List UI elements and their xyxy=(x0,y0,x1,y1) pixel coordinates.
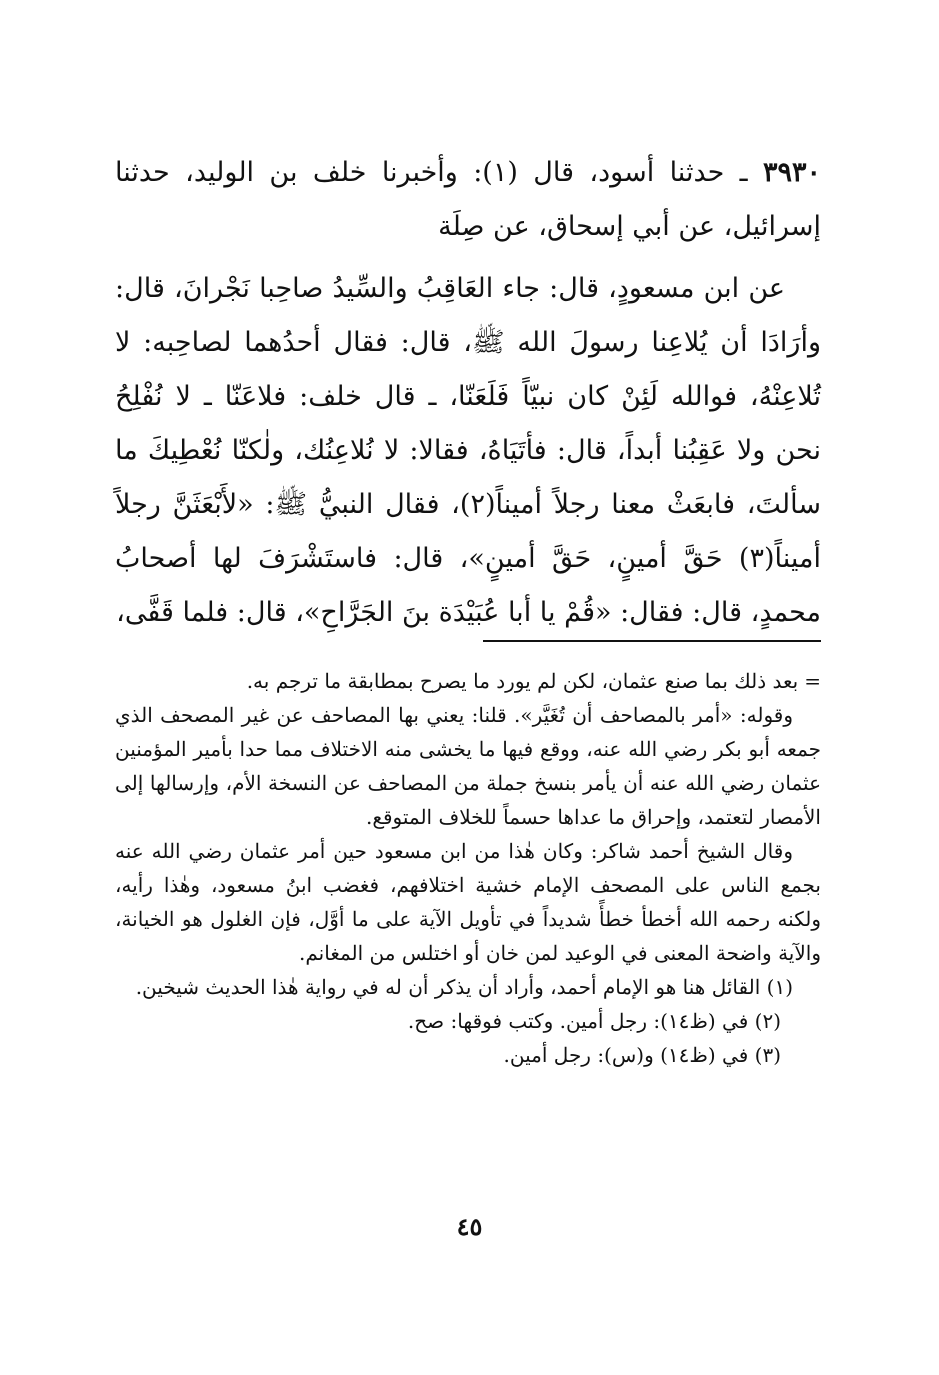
page-number: ٤٥ xyxy=(456,1212,483,1241)
footnote-paragraph: وقال الشيخ أحمد شاكر: وكان هٰذا من ابن مسعود حين أمر عثمان رضي الله عنه بجمع الناس على المصحف الإمام خشية اختلافهم، فغضب ابنُ مسعود، وهٰذا رأيه، ولكنه رحمه الله أخطأ خطأً شديداً في تأويل الآية على ما أوَّل، فإن الغلول هو الخيانة، والآية واضحة المعنى في الوعيد لمن خان أو اختلس من المغانم. xyxy=(115,839,822,965)
footnotes xyxy=(115,664,821,1072)
footnote-continuation-text: بعد ذلك بما صنع عثمان، لكن لم يورد ما يصرح بمطابقة ما ترجم به. xyxy=(246,669,799,693)
hadith-body: عن ابن مسعودٍ، قال: جاء العَاقِبُ والسِّيدُ صاحِبا نَجْرانَ، قال: وأرَادَا أن يُلاعِنا رسولَ الله ﷺ، قال: فقال أحدُهما لصاحِبه: لا تُلاعِنْهُ، فوالله لَئِنْ كان نبيّاً فَلَعَنّا، ـ قال خلف: فلاعَنّا ـ لا نُفْلِحُ نحن ولا عَقِبُنا أبداً، قال: فأتَيَاهُ، فقالا: لا نُلاعِنُك، ولٰكنّا نُعْطِيكَ ما سألتَ، فابعَثْ معنا رجلاً أميناً(٢)، فقال النبيُّ ﷺ: «لأَبْعَثَنَّ رجلاً أميناً(٣) حَقَّ أمينٍ، حَقَّ أمينٍ»، قال: فاستَشْرَفَ لها أصحابُ محمدٍ، قال: فقال: «قُمْ يا أبا عُبَيْدَة بنَ الجَرَّاحِ»، قال: فلما قَفَّى، xyxy=(115,273,821,628)
hadith-header xyxy=(115,146,821,254)
hadith-chain: ـ حدثنا أسود، قال (١): وأخبرنا خلف بن الوليد، حدثنا إسرائيل، عن أبي إسحاق، عن صِلَة xyxy=(115,157,821,242)
footnote-separator xyxy=(483,640,821,642)
continuation-mark: = xyxy=(804,669,821,693)
hadith-number: ٣٩٣٠ xyxy=(762,157,821,188)
footnote-paragraph: وقوله: «أمر بالمصاحف أن تُغَيَّر». قلنا: يعني بها المصاحف عن غير المصحف الذي جمعه أبو بكر رضي الله عنه، ووقع فيها ما يخشى منه الاختلاف مما حدا بأمير المؤمنين عثمان رضي الله عنه أن يأمر بنسخ جملة من المصاحف عن النسخة الأم، وإرسالها إلى الأمصار لتعتمد، وإحراق ما عداها حسماً للخلاف المتوقع. xyxy=(115,703,821,829)
footnote-continuation xyxy=(115,664,821,698)
footnote-2: (٢) في (ظ١٤): رجل أمين. وكتب فوقها: صح. xyxy=(407,1009,781,1033)
hadith-text xyxy=(115,146,821,640)
footnote-3: (٣) في (ظ١٤) و(س): رجل أمين. xyxy=(503,1043,781,1067)
footnote-1: (١) القائل هنا هو الإمام أحمد، وأراد أن يذكر أن له في رواية هٰذا الحديث شيخين. xyxy=(135,975,793,999)
